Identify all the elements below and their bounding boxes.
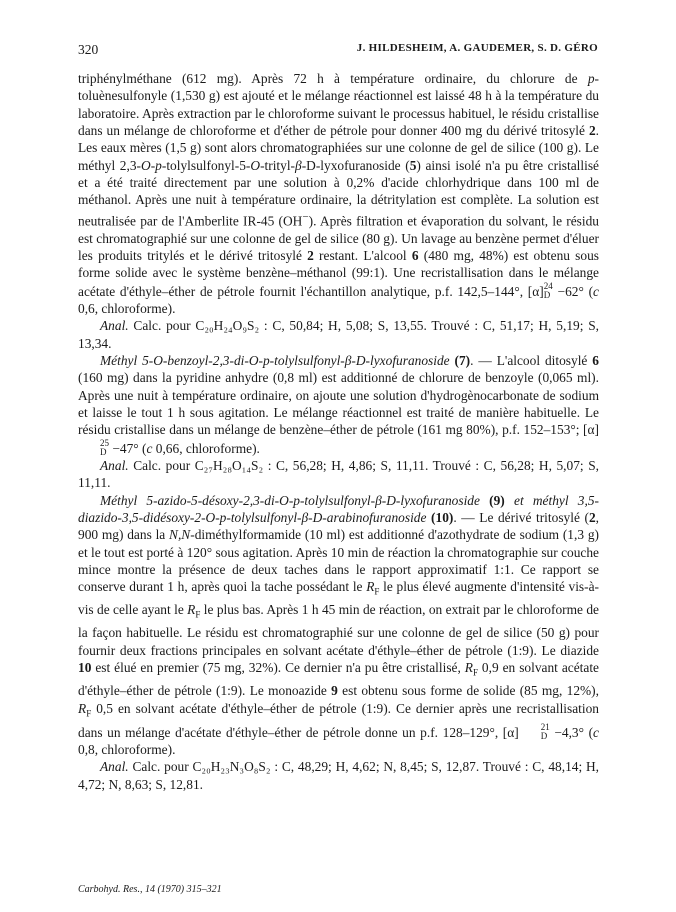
compound-title-10: et méthyl 3,5-diazido-3,5-didésoxy-2-O-p-tolylsulfonyl-β-D-arabinofuranoside bbox=[78, 492, 599, 526]
page-number: 320 bbox=[78, 42, 99, 57]
page-header bbox=[78, 42, 598, 60]
paragraph-2: Méthyl 5-O-benzoyl-2,3-di-O-p-tolylsulfonyl-β-D-lyxofuranoside (7). — L'alcool ditosylé 6 (160 mg) dans la pyridine anhydre (0,8 ml) est additionné de chlorure de benzoyle (0,065 ml). Après une nuit à température ordinaire, on ajoute une solution d'hydrogènocarbonate de sodium et laisse le tout 1 h sous agitation. Le mélange réactionnel est traité de manière habituelle. Le résidu cristallise dans un mélange de benzène–éther de pétrole (161 mg 80%), p.f. 152–153°; [α] 25 D −47° (c 0,66, chloroforme). bbox=[78, 352, 599, 457]
article-body bbox=[78, 70, 599, 793]
paragraph-1: triphénylméthane (612 mg). Après 72 h à température ordinaire, du chlorure de p-toluènesulfonyle (1,530 g) est ajouté et le mélange réactionnel est laissé 48 h à la température du laboratoire. Après extraction par le chloroforme suivant le processus habituel, le résidu cristallise dans un mélange de chloroforme et d'éther de pétrole pour donner 400 mg du dérivé tritosylé 2. Les eaux mères (1,5 g) sont alors chromatographiées sur une colonne de gel de silice (100 g). Le méthyl 2,3-O-p-tolylsulfonyl-5-O-trityl-β-D-lyxofuranoside (5) ainsi isolé n'a pu être cristallisé et a été traité directement par une solution à 0,2% d'acide chlorhydrique dans 100 ml de méthanol. Après une nuit à température ordinaire, la détritylation est complète. La solution est neutralisée par de l'Amberlite IR-45 (OH−). Après filtration et évaporation du solvant, le résidu est chromatographié sur une colonne de gel de silice (80 g). Un lavage au benzène permet d'éluer les produits tritylés et le dérivé tritosylé 2 restant. L'alcool 6 (480 mg, 48%) est obtenu sous forme solide avec le système benzène–méthanol (99:1). Une recristallisation dans le mélange acétate d'éthyle–éther de pétrole fournit l'échantillon analytique, p.f. 142,5–144°, [α] 24 D −62° (c 0,6, chloroforme). bbox=[78, 71, 599, 316]
compound-title-7: Méthyl 5-O-benzoyl-2,3-di-O-p-tolylsulfonyl-β-D-lyxofuranoside bbox=[100, 352, 450, 368]
journal-footer: Carbohyd. Res., 14 (1970) 315–321 bbox=[78, 884, 222, 895]
analysis-3: Anal. Calc. pour C₂₀H₂₃N₃O₈S₂ : C, 48,29; H, 4,62; N, 8,45; S, 12,87. Trouvé : C, 48,14; H, 4,72; N, 8,63; S, 12,81. bbox=[78, 759, 599, 792]
analysis-1: Anal. Calc. pour C₂₀H₂₄O₉S₂ : C, 50,84; H, 5,08; S, 13,55. Trouvé : C, 51,17; H, 5,19; S, 13,34. bbox=[78, 318, 599, 351]
compound-title-9: Méthyl 5-azido-5-désoxy-2,3-di-O-p-tolylsulfonyl-β-D-lyxofuranoside bbox=[100, 492, 480, 508]
running-head: J. HILDESHEIM, A. GAUDEMER, S. D. GÉRO bbox=[356, 42, 598, 54]
paragraph-3: Méthyl 5-azido-5-désoxy-2,3-di-O-p-tolylsulfonyl-β-D-lyxofuranoside (9) et méthyl 3,5-diazido-3,5-didésoxy-2-O-p-tolylsulfonyl-β-D-arabinofuranoside (10). — Le dérivé tritosylé (2, 900 mg) dans la N,N-diméthylformamide (10 ml) est additionné d'azothydrate de sodium (1,3 g) et le tout est porté à 120° sous agitation. Après 10 min de réaction la chromatographie sur couche mince montre la présence de deux taches dans le rapport approximatif 1:1. Ce rapport se conserve durant 1 h, après quoi la tache possédant le $R_F$ le plus élevé augmente d'intensité vis-à-vis de celle ayant le $R_F$ le plus bas. Après 1 h 45 min de réaction, on extrait par le chloroforme de la façon habituelle. Le résidu est chromatographié sur une colonne de gel de silice (50 g) pour fournir deux fractions principales en solvant acétate d'éthyle–éther de pétrole (1:9). Le diazide 10 est élué en premier (75 mg, 32%). Ce dernier n'a pu être cristallisé, $R_F$ 0,9 en solvant acétate d'éthyle–éther de pétrole (1:9). Le monoazide 9 est obtenu sous forme de solide (85 mg, 12%), $R_F$ 0,5 en solvant acétate d'éthyle–éther de pétrole (1:9). Ce dernier après une recristallisation dans un mélange d'acétate d'éthyle–éther de pétrole donne un p.f. 128–129°, [α] 21 D −4,3° (c 0,8, chloroforme). bbox=[78, 492, 599, 757]
analysis-2: Anal. Calc. pour C₂₇H₂₈O₁₄S₂ : C, 56,28; H, 4,86; S, 11,11. Trouvé : C, 56,28; H, 5,07; S, 11,11. bbox=[78, 458, 599, 491]
